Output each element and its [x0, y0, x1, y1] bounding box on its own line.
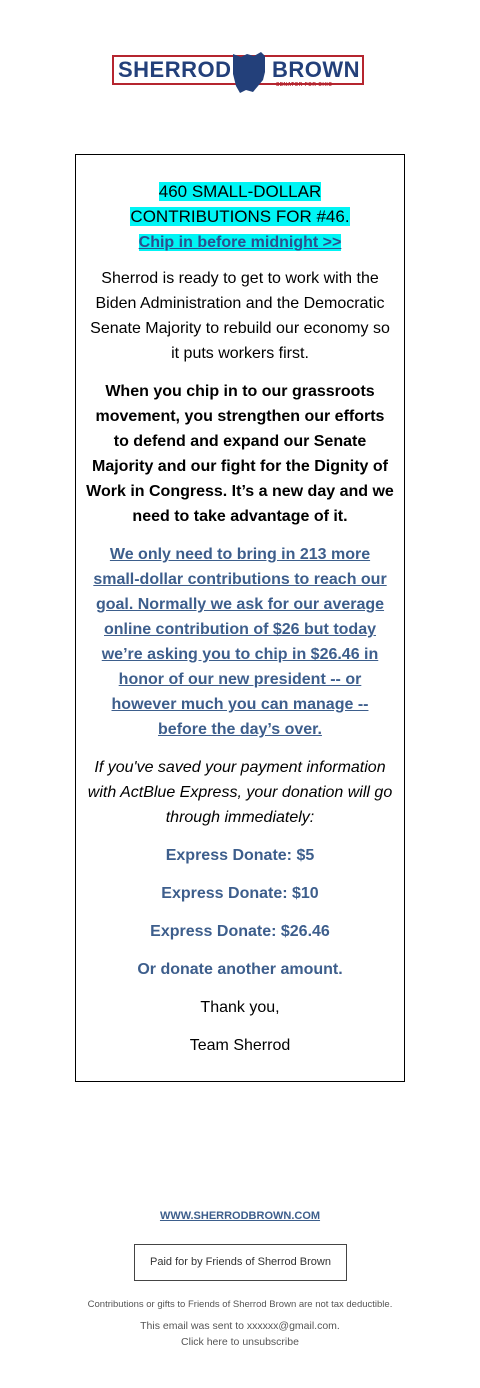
thank-you-text: Thank you,: [200, 999, 280, 1016]
express-donate-26-46-link[interactable]: Express Donate: $26.46: [150, 923, 330, 940]
actblue-express-note: If you've saved your payment information with ActBlue Express, your donation will go through immediately:: [87, 759, 393, 826]
headline-line-2: CONTRIBUTIONS FOR #46.: [130, 207, 350, 226]
express-donate-5-link[interactable]: Express Donate: $5: [165, 847, 315, 864]
logo-right-word: BROWN: [272, 57, 361, 82]
headline: [76, 179, 404, 255]
unsubscribe-link[interactable]: Click here to unsubscribe: [181, 1336, 299, 1348]
logo-left-word: SHERROD: [118, 57, 232, 82]
intro-paragraph: Sherrod is ready to get to work with the Biden Administration and the Democratic Senate Majority to rebuild our economy so it puts workers first.: [90, 270, 390, 362]
contribution-goal-link[interactable]: We only need to bring in 213 more small-dollar contributions to reach our goal. Normally we ask for our average online contribution of $26 but today we’re asking you to chip in $26.46 in honor of our new president -- or however much you can manage -- before the day’s over.: [93, 546, 387, 738]
campaign-logo[interactable]: [112, 48, 368, 94]
chip-in-link[interactable]: Chip in before midnight >>: [138, 234, 342, 251]
email-recipient-note: This email was sent to xxxxxx@gmail.com.: [140, 1320, 340, 1332]
grassroots-paragraph: When you chip in to our grassroots movement, you strengthen our efforts to defend and expand our Senate Majority and our fight for the Dignity of Work in Congress. It’s a new day and we need to take advantage of it.: [86, 383, 394, 525]
paid-for-disclaimer-box: Paid for by Friends of Sherrod Brown: [134, 1244, 347, 1281]
header-logo-area: [0, 48, 480, 98]
headline-line-1: 460 SMALL-DOLLAR: [158, 182, 322, 201]
signature: Team Sherrod: [189, 1037, 291, 1054]
logo-subtitle: SENATOR FOR OHIO: [276, 82, 333, 88]
email-content-card: [75, 154, 405, 1082]
ohio-state-icon: [230, 50, 268, 94]
tax-disclaimer: Contributions or gifts to Friends of Sherrod Brown are not tax deductible.: [87, 1299, 393, 1310]
donate-other-amount-link[interactable]: Or donate another amount.: [137, 961, 343, 978]
express-donate-10-link[interactable]: Express Donate: $10: [161, 885, 319, 902]
website-link[interactable]: WWW.SHERRODBROWN.COM: [159, 1210, 321, 1222]
